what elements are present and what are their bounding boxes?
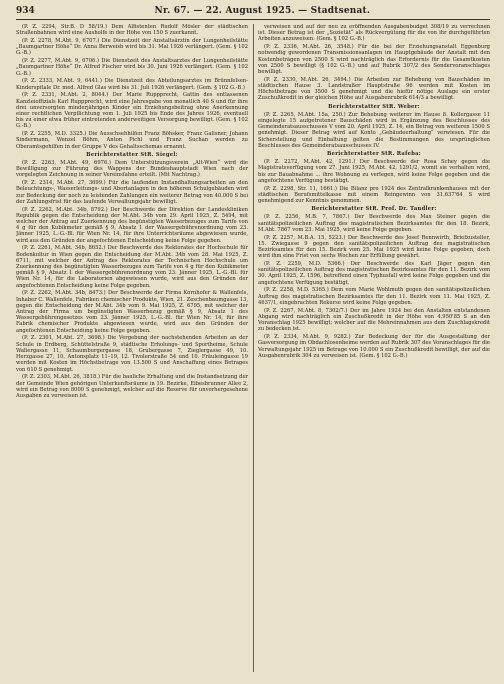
paragraph: (P. Z. 2298, Str. 11, 1661.) Die Bilanz pro 1924 des Zentralkrankenhauses mit der städtischen Berufsmittelkasse mit einem Reingewinn von 31.637'64 S wird genehmigend zur Kenntnis genommen. — [258, 185, 490, 205]
paragraph: (P. Z. 2267, M.Abt. 8, 7302/7.) Der im Jahre 1924 bei den Anstalten entstandenen Abgang wird nachträglich ein Zuschußkredit in der Höhe von 4.950'85 S an den Voranschlag 1925 bewilligt; welcher auf die Mehreinnahmen aus dem Zuschlagskredit zu bedecken ist. — [258, 307, 490, 333]
column-divider — [253, 24, 254, 672]
columns — [16, 24, 490, 672]
left-column — [16, 24, 248, 672]
section-heading: Berichterstatter StR. Prof. Dr. Tandler: — [311, 206, 437, 213]
right-column — [258, 24, 490, 672]
paragraph: (P. Z. 2262, M.Abt. 34b, 8792.) Der Beschwerde der Direktion der Landeskliniken Republik gegen die Entscheidung der M.Abt. 34b vom 29. April 1925, Z. 5494, mit welcher der Antrag auf Zuerkennung des begünstigten Wasserbezuges zum Tarife von 4 g für den Kubikmeter gemäß § 9, Absatz 1 der Wassergebührenordnung vom 23. Jänner 1925, L.-G.-Bl. für Wien Nr. 14, für ihre Unterrichtsräume abgewiesen wurde, wird aus den Gründen der angefochtenen Entscheidung keine Folge gegeben. — [16, 206, 248, 244]
section-heading: Berichterstatter StR. Siegel: — [86, 151, 178, 158]
paragraph: (P. Z. 2262, M.Abt. 34b, 8473.) Der Beschwerde der Firma Kornhofer & Wallenfels, Inhaber C. Wallenfels, Fabriken chemischer Produkte, Wien, 21. Zeschenbaumgasse 13, gegen die Entscheidung der M.Abt. 34b vom 9. Mai 1925, Z. 6795, mit welcher der Antrag der Firma um begünstigten Wasserbezug gemäß § 9, Absatz 1 des Wassergebührengesetzes vom 23. Jänner 1925, L.-G.-Bl. für Wien Nr. 14, für ihre Fabrik chemischer Produkte abgewiesen wurde, wird aus den Gründen der angefochtenen Entscheidung keine Folge gegeben. — [16, 290, 248, 334]
paragraph: (P. Z. 2263, M.Abt. 49, 6976.) Dem Unterstützungsverein „Alt-Wien“ wird die Bewilligung zur Führung des Wappens der Bundeshauptstadt Wien nach der vorgelegten Zeichnung in seiner Vereinsfahne erteilt. (Mit Nachtrag.) — [16, 160, 248, 179]
paragraph: (P. Z. 2272, M.Abt. 42, 1291.) Der Beschwerde der Rosa Schey gegen die Magistratsverfügung vom 27. Juni 1925, M.Abt. 42, 1291/2, womit sie verhalten wird, bis zur Bauabnahme ... ihre Wohnung zu verlegen, wird keine Folge gegeben und die angefochtene Verfügung bestätigt. — [258, 159, 490, 184]
paragraph: verweisen und auf der neu zu eröffnenden Ausgabenbudget 308/19 zu verrechnen ist. Dieser Betrag ist der „Sozietät“ als Rückvergütung für die von ihr durchgeführten Arbeiten anzuweisen. (Gem. § 102 G.-B.) — [258, 24, 490, 43]
paragraph: (P. Z. 2333, M.Abt. 9, 6441.) Die Dienstzeit des Abteilungsarztes im Brünnfelsen-Kinderspitale Dr. med. Alfred Glas wird bis 31. Juli 1926 verlängert. (Gem. § 102 G.-B.) — [16, 78, 248, 91]
page-header — [16, 6, 490, 18]
paragraph: (P. Z. 2314, M.Abt. 27, 3699.) Für die laufenden Instandhaltungsarbeiten an den Beleuchtungs-, Wasserleitungs- und Abortanlagen in den höheren Schulgebäuden wird zur Bedeckung der noch zu leistenden Zahlungen ein weiterer Betrag von 40.000 S bei der Zahlungsfrist für das laufende Verwaltungsjahr bewilligt. — [16, 180, 248, 205]
paragraph: (P. Z. 2255, M.D. 3325.) Die Ausschsehhilfen Franz Böhsker, Franz Galisner, Johann Sindermann, Wenzel Böhm, Anton Pichl und Franz Suchan werden zu Oberamtsgehilfen in der Gruppe V des Gehaltsschemas ernannt. — [16, 131, 248, 150]
page-number: 934 — [16, 6, 35, 16]
paragraph: (P. Z. 2336, M.Abt. 26, 3548.) Für die bei der Erziehungsanstalt Eggenburg notwendig gewordenen Transmissionsanlagen im Hauptgebäude der Anstalt mit den Kostenbeträgen von 2500 S wird nachträglich das Erfordernis für die Gesamtkosten von 2500 S bewilligt (§ 102 G.-B.) und auf Rubrik 307/2 des Sondervoranschlages bewilligt. — [258, 44, 490, 76]
paragraph: (P. Z. 2294, Str.B. D 58/19.) Dem Alfistenten Rudolf Mösler der städtischen Straßenbahnen wird eine Ausholfe in der Höhe von 150 S zuerkannt. — [16, 24, 248, 37]
paragraph: (P. Z. 2303, M.Abt. 26, 3818.) Für die bauliche Erhaltung und die Instandsetzung der der Gemeinde Wien gehörigen Unterkunftsräume in 19. Bezirke, Eibesbrunner Allee 2, wird ein Betrag von 8000 S genehmigt, welcher auf die Reserve für unvorhergesehene Ausgaben zu verweisen ist. — [16, 374, 248, 399]
paragraph: (P. Z. 2330, M.Abt. 26, 3494.) Die Arbeiten zur Behebung von Bauschäden im städtischen Hause 3. Landstraßer Hauptstraße 96 werden mit Kosten im Höchstbetrage von 3500 S genehmigt und die hiefür nötige Auslage ein erster Zuschußkredit in der gleichen Höhe auf Ausgabenrubrik 614/3 a bewilligt. — [258, 76, 490, 102]
paragraph: (P. Z. 2257, M.B.A. 15, 5223.) Der Beschwerde des Josef Rennwirth, Briefzusteller, 15. Zwiegasse 9 gegen den sanitätspolizeilichen Auftrag des magistratischen Bezirksamtes für den 15. Bezirk vom 25. Mai 1925 wird keine Folge gegeben, doch wird ihm eine Frist von sechs Wochen zur Erfüllung gewährt. — [258, 234, 490, 260]
paragraph: (P. Z. 2258, M.D. 5365.) Dem vom Marie Wohlmuth gegen den sanitätspolizeilichen Auftrag des magistratischen Bezirksamtes für den 11. Bezirk vom 11. Mai 1925, Z. 4637/1, eingebrachten Rekurse wird keine Folge gegeben. — [258, 287, 490, 306]
paragraph: (P. Z. 2265, M.Abt. 15a, 250.) Zur Behebung weiterer im Hause 8. Kollergasse 11 eingelegte 15 aufgetretener Bauschäden wird in Ergänzung des Beschlusses des Gemeinderatsausschusses V vom 20. April 1925, Z. 14, ein Betrag von weiteren 1500 S genehmigt. Dieser Betrag wird auf Konto „Gebäudeerhaltung“ verwiesen. Für die Sicherstellung und Einhaltung gelten die Bestimmungen des ursprünglichen Beschlusses des Gemeinderatsausschusses IV. — [258, 111, 490, 149]
paragraph: (P. Z. 2261, M.Abt. 34b, 8652.) Der Beschwerde des Rektorates der Hochschule für Bodenkultur in Wien gegen die Entscheidung der M.Abt. 34b vom 28. Mai 1925, Z. 6711, mit welcher der Antrag des Rektorates der Technischen Hochschule um Zuerkennung des begünstigten Wasserbezuges zum Tarife von 4 g für den Kubikmeter gemäß § 9, Absatz 1 der Wassergebührenordnung vom 23. Jänner 1925, L.-G.-Bl. für Wien Nr. 14, für die Laboratorien abgewiesen wurde, wird aus den Gründen der angefochtenen Entscheidung keine Folge gegeben. — [16, 245, 248, 289]
section-heading: Berichterstatter StR. Rafeba: — [326, 151, 422, 158]
paragraph: (P. Z. 2259, M.D. 5366.) Der Beschwerde des Karl Jäger gegen den sanitätspolizeilichen Auftrag des magistratischen Bezirksamtes für den 11. Bezirk vom 30. April 1925, Z. 1596, betreffend einen Typhusfall wird keine Folge gegeben und die angefochtene Verfügung bestätigt. — [258, 261, 490, 286]
section-heading: Berichterstatter StR. Weber: — [328, 103, 420, 110]
paragraph: (P. Z. 2334, M.Abt. 9, 9282.) Zur Bedeckung der für die Ausgestaltung der Gasversorgung im Obdachlosenheime werden auf Rubrik 307 des Voranschlages für die Verwaltungsjahr 1925 im Betrage von 10.000 S ein Zuschußkredit bewilligt, der auf die Ausgabenrubrik 304 zu verweisen ist. (Gem. § 102 G.-B.) — [258, 334, 490, 359]
issue-line: Nr. 67. — 22. August 1925. — Stadtsenat. — [154, 6, 371, 16]
paragraph: (P. Z. 2277, M.Abt. 9, 6706.) Die Dienstzeit des Anstaltsarztes der Lungenheilstätte „Baumgartner Höhe“ Dr. Alfred Fischer wird bis 30. Juni 1926 verlängert. (Gem. § 102 G.-B.) — [16, 58, 248, 77]
header-rule — [16, 19, 490, 20]
paragraph: (P. Z. 2256, M.B. 7, 7867.) Der Beschwerde des Max Steiner gegen die sanitätspolizeilichen Auftrag des magistratischen Bezirksamtes für den 18. Bezirk, M.Abt. 7867 vom 23. Mai 1925, wird keine Folge gegeben. — [258, 214, 490, 233]
paragraph: (P. Z. 2301, M.Abt. 27, 3698.) Die Vergebung der nachstehenden Arbeiten an der Schule in Erdberg, Schüttelstraße 9, städtische Erholungs- und Sportheime, Schule Wallergasse 11, Schaumburgergasse 18, Grubergasse 7, Zieglergasse 49, 10. Herzgasse 27, 10. Antonsplatz 11–19, 12. Tivolerstraße 54 und 10. Fräuleingasse 19 werden mit Kosten im Höchstbetrage von 13.500 S und Anschaffung eines Betrages von 610 S genehmigt. — [16, 335, 248, 373]
paragraph: (P. Z. 2331, M.Abt. 2, 8044.) Der Marie Ruppprecht, Gattin des entlassenen Kanzleioffizials Karl Ruppprecht, wird eine Jahresgabe von monatlich 40 S und für ihre drei unversorgten minderjährigen Kinder ein Erziehungsbeitrag ohne Anerkennung einer rechtlichen Verpflichtung vom 1. Juli 1925 bis Ende des Jahres 1926, eventuell bis zu einer etwa früher eintretenden anderweitigen Versorgung bewilligt. (Gem. § 102 G.-B.) — [16, 92, 248, 130]
paragraph: (P. Z. 2278, M.Abt. 9, 6707.) Die Dienstzeit der Anstaltsärztin der Lungenheilstätte „Baumgartner Höhe“ Dr. Anna Berweisb wird bis 31. Mai 1926 verlängert. (Gem. § 102 G.-B.) — [16, 38, 248, 57]
